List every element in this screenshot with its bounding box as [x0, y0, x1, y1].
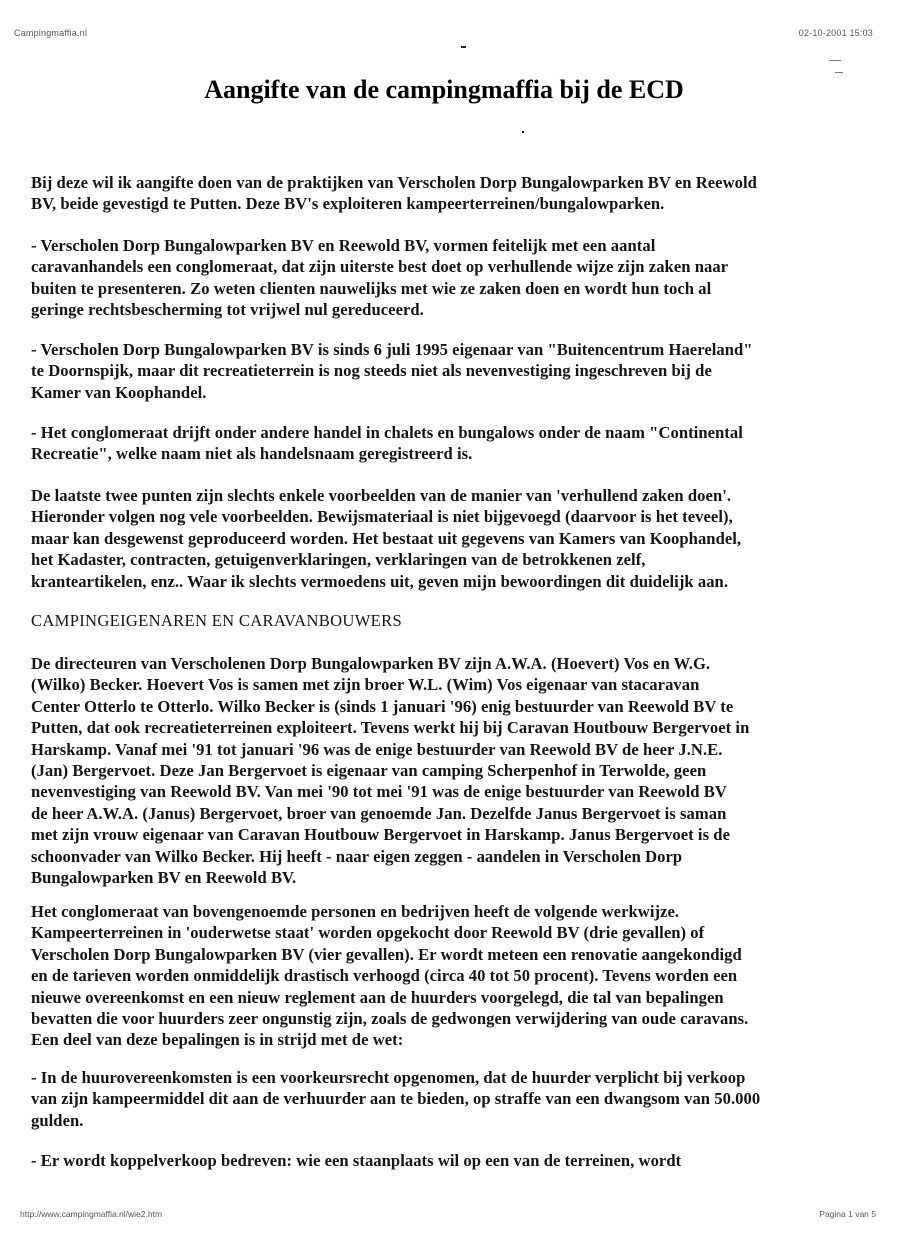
- text-line: Harskamp. Vanaf mei '91 tot januari '96 was de enige bestuurder van Reewold BV de heer J.N.E.: [31, 739, 723, 759]
- text-line: Hieronder volgen nog vele voorbeelden. Bewijsmateriaal is niet bijgevoegd (daarvoor is het teveel),: [31, 507, 733, 527]
- section-paragraph-4: [31, 1150, 871, 1171]
- intro-paragraph-1: [31, 172, 871, 215]
- text-line: buiten te presenteren. Zo weten clienten nauwelijks met wie ze zaken doen en wordt hun toch al: [31, 278, 712, 298]
- text-line: caravanhandels een conglomeraat, dat zijn uiterste best doet op verhullende wijze zijn zaken naar: [31, 257, 729, 277]
- section-paragraph-3: [31, 1067, 871, 1131]
- intro-paragraph-4: [31, 422, 871, 465]
- intro-paragraph-5: [31, 485, 871, 592]
- text-line: Kamer van Koophandel.: [31, 382, 207, 402]
- text-line: bevatten die voor huurders zeer ongunstig zijn, zoals de gedwongen verwijdering van oude caravans.: [31, 1009, 749, 1029]
- text-line: en de tarieven worden onmiddelijk drastisch verhoogd (circa 40 tot 50 procent). Tevens worden een: [31, 966, 738, 986]
- text-line: (Wilko) Becker. Hoevert Vos is samen met zijn broer W.L. (Wim) Vos eigenaar van stacaravan: [31, 675, 700, 695]
- text-line: BV, beide gevestigd te Putten. Deze BV's exploiteren kampeerterreinen/bungalowparken.: [31, 194, 665, 214]
- intro-paragraph-2: [31, 235, 871, 321]
- text-line: (Jan) Bergervoet. Deze Jan Bergervoet is eigenaar van camping Scherpenhof in Terwolde, geen: [31, 761, 707, 781]
- text-line: Kampeerterreinen in 'ouderwetse staat' worden opgekocht door Reewold BV (drie gevallen) of: [31, 923, 705, 943]
- text-line: van zijn kampeermiddel dit aan de verhuurder aan te bieden, op straffe van een dwangsom van 50.000: [31, 1089, 761, 1109]
- text-line: - Het conglomeraat drijft onder andere handel in chalets en bungalows onder de naam "Continental: [31, 423, 743, 442]
- header-datetime: 02-10-2001 15:03: [798, 28, 873, 38]
- footer-page-number: Pagina 1 van 5: [819, 1209, 876, 1219]
- text-line: Het conglomeraat van bovengenoemde personen en bedrijven heeft de volgende werkwijze.: [31, 902, 680, 921]
- text-line: kranteartikelen, enz.. Waar ik slechts vermoedens uit, geven mijn bewoordingen dit duidelijk aan.: [31, 571, 729, 591]
- text-line: - Er wordt koppelverkoop bedreven: wie een staanplaats wil op een van de terreinen, wordt: [31, 1151, 682, 1170]
- text-line: - Verscholen Dorp Bungalowparken BV en Reewold BV, vormen feitelijk met een aantal: [31, 236, 656, 255]
- text-line: Bij deze wil ik aangifte doen van de praktijken van Verscholen Dorp Bungalowparken BV en Reewold: [31, 173, 757, 192]
- intro-paragraph-3: [31, 339, 871, 403]
- scan-speck: [522, 131, 524, 133]
- page-title: Aangifte van de campingmaffia bij de ECD: [204, 75, 684, 104]
- text-line: Bungalowparken BV en Reewold BV.: [31, 868, 297, 888]
- text-line: Verscholen Dorp Bungalowparken BV (vier gevallen). Er wordt meteen een renovatie aangekondigd: [31, 944, 742, 964]
- text-line: nieuwe overeenkomst en een nieuw reglement aan de huurders voorgelegd, die tal van bepalingen: [31, 987, 724, 1007]
- scan-speck: [461, 46, 466, 48]
- text-line: geringe rechtsbescherming tot vrijwel nul gereduceerd.: [31, 300, 424, 320]
- text-line: De directeuren van Verscholenen Dorp Bungalowparken BV zijn A.W.A. (Hoevert) Vos en W.G.: [31, 654, 711, 673]
- text-line: schoonvader van Wilko Becker. Hij heeft - naar eigen zeggen - aandelen in Verscholen Dorp: [31, 846, 683, 866]
- section-heading: CAMPINGEIGENAREN EN CARAVANBOUWERS: [31, 611, 402, 630]
- section-heading-block: [31, 610, 871, 631]
- footer-url: http://www.campingmaffia.nl/wie2.htm: [20, 1209, 163, 1219]
- text-line: de heer A.W.A. (Janus) Bergervoet, broer van genoemde Jan. Dezelfde Janus Bergervoet is saman: [31, 803, 727, 823]
- text-line: - Verscholen Dorp Bungalowparken BV is sinds 6 juli 1995 eigenaar van "Buitencentrum Haereland": [31, 340, 753, 359]
- text-line: maar kan desgewenst geproduceerd worden. Het bestaat uit gegevens van Kamers van Koophandel,: [31, 528, 742, 548]
- text-line: Putten, dat ook recreatieterreinen exploiteert. Tevens werkt hij bij Caravan Houtbouw Bergervoet in: [31, 718, 750, 738]
- text-line: Een deel van deze bepalingen is in strijd met de wet:: [31, 1030, 404, 1050]
- section-paragraph-1: [31, 653, 871, 888]
- text-line: het Kadaster, contracten, getuigenverklaringen, verklaringen van de betrokkenen zelf,: [31, 550, 646, 570]
- text-line: Recreatie", welke naam niet als handelsnaam geregistreerd is.: [31, 444, 473, 464]
- header-site-name: Campingmaffia.nl: [14, 28, 88, 38]
- text-line: met zijn vrouw eigenaar van Caravan Houtbouw Bergervoet in Harskamp. Janus Bergervoet is de: [31, 825, 730, 845]
- scan-speck: [835, 72, 843, 73]
- text-line: De laatste twee punten zijn slechts enkele voorbeelden van de manier van 'verhullend zaken doen'.: [31, 486, 732, 505]
- text-line: - In de huurovereenkomsten is een voorkeursrecht opgenomen, dat de huurder verplicht bij verkoop: [31, 1068, 746, 1087]
- text-line: gulden.: [31, 1110, 84, 1130]
- text-line: Center Otterlo te Otterlo. Wilko Becker is (sinds 1 januari '96) enig bestuurder van Reewold BV te: [31, 696, 734, 716]
- text-line: te Doornspijk, maar dit recreatieterrein is nog steeds niet als nevenvestiging ingeschreven bij de: [31, 361, 712, 381]
- text-line: nevenvestiging van Reewold BV. Van mei '90 tot mei '91 was de enige bestuurder van Reewold BV: [31, 782, 727, 802]
- section-paragraph-2: [31, 901, 871, 1051]
- scan-speck: [829, 60, 841, 61]
